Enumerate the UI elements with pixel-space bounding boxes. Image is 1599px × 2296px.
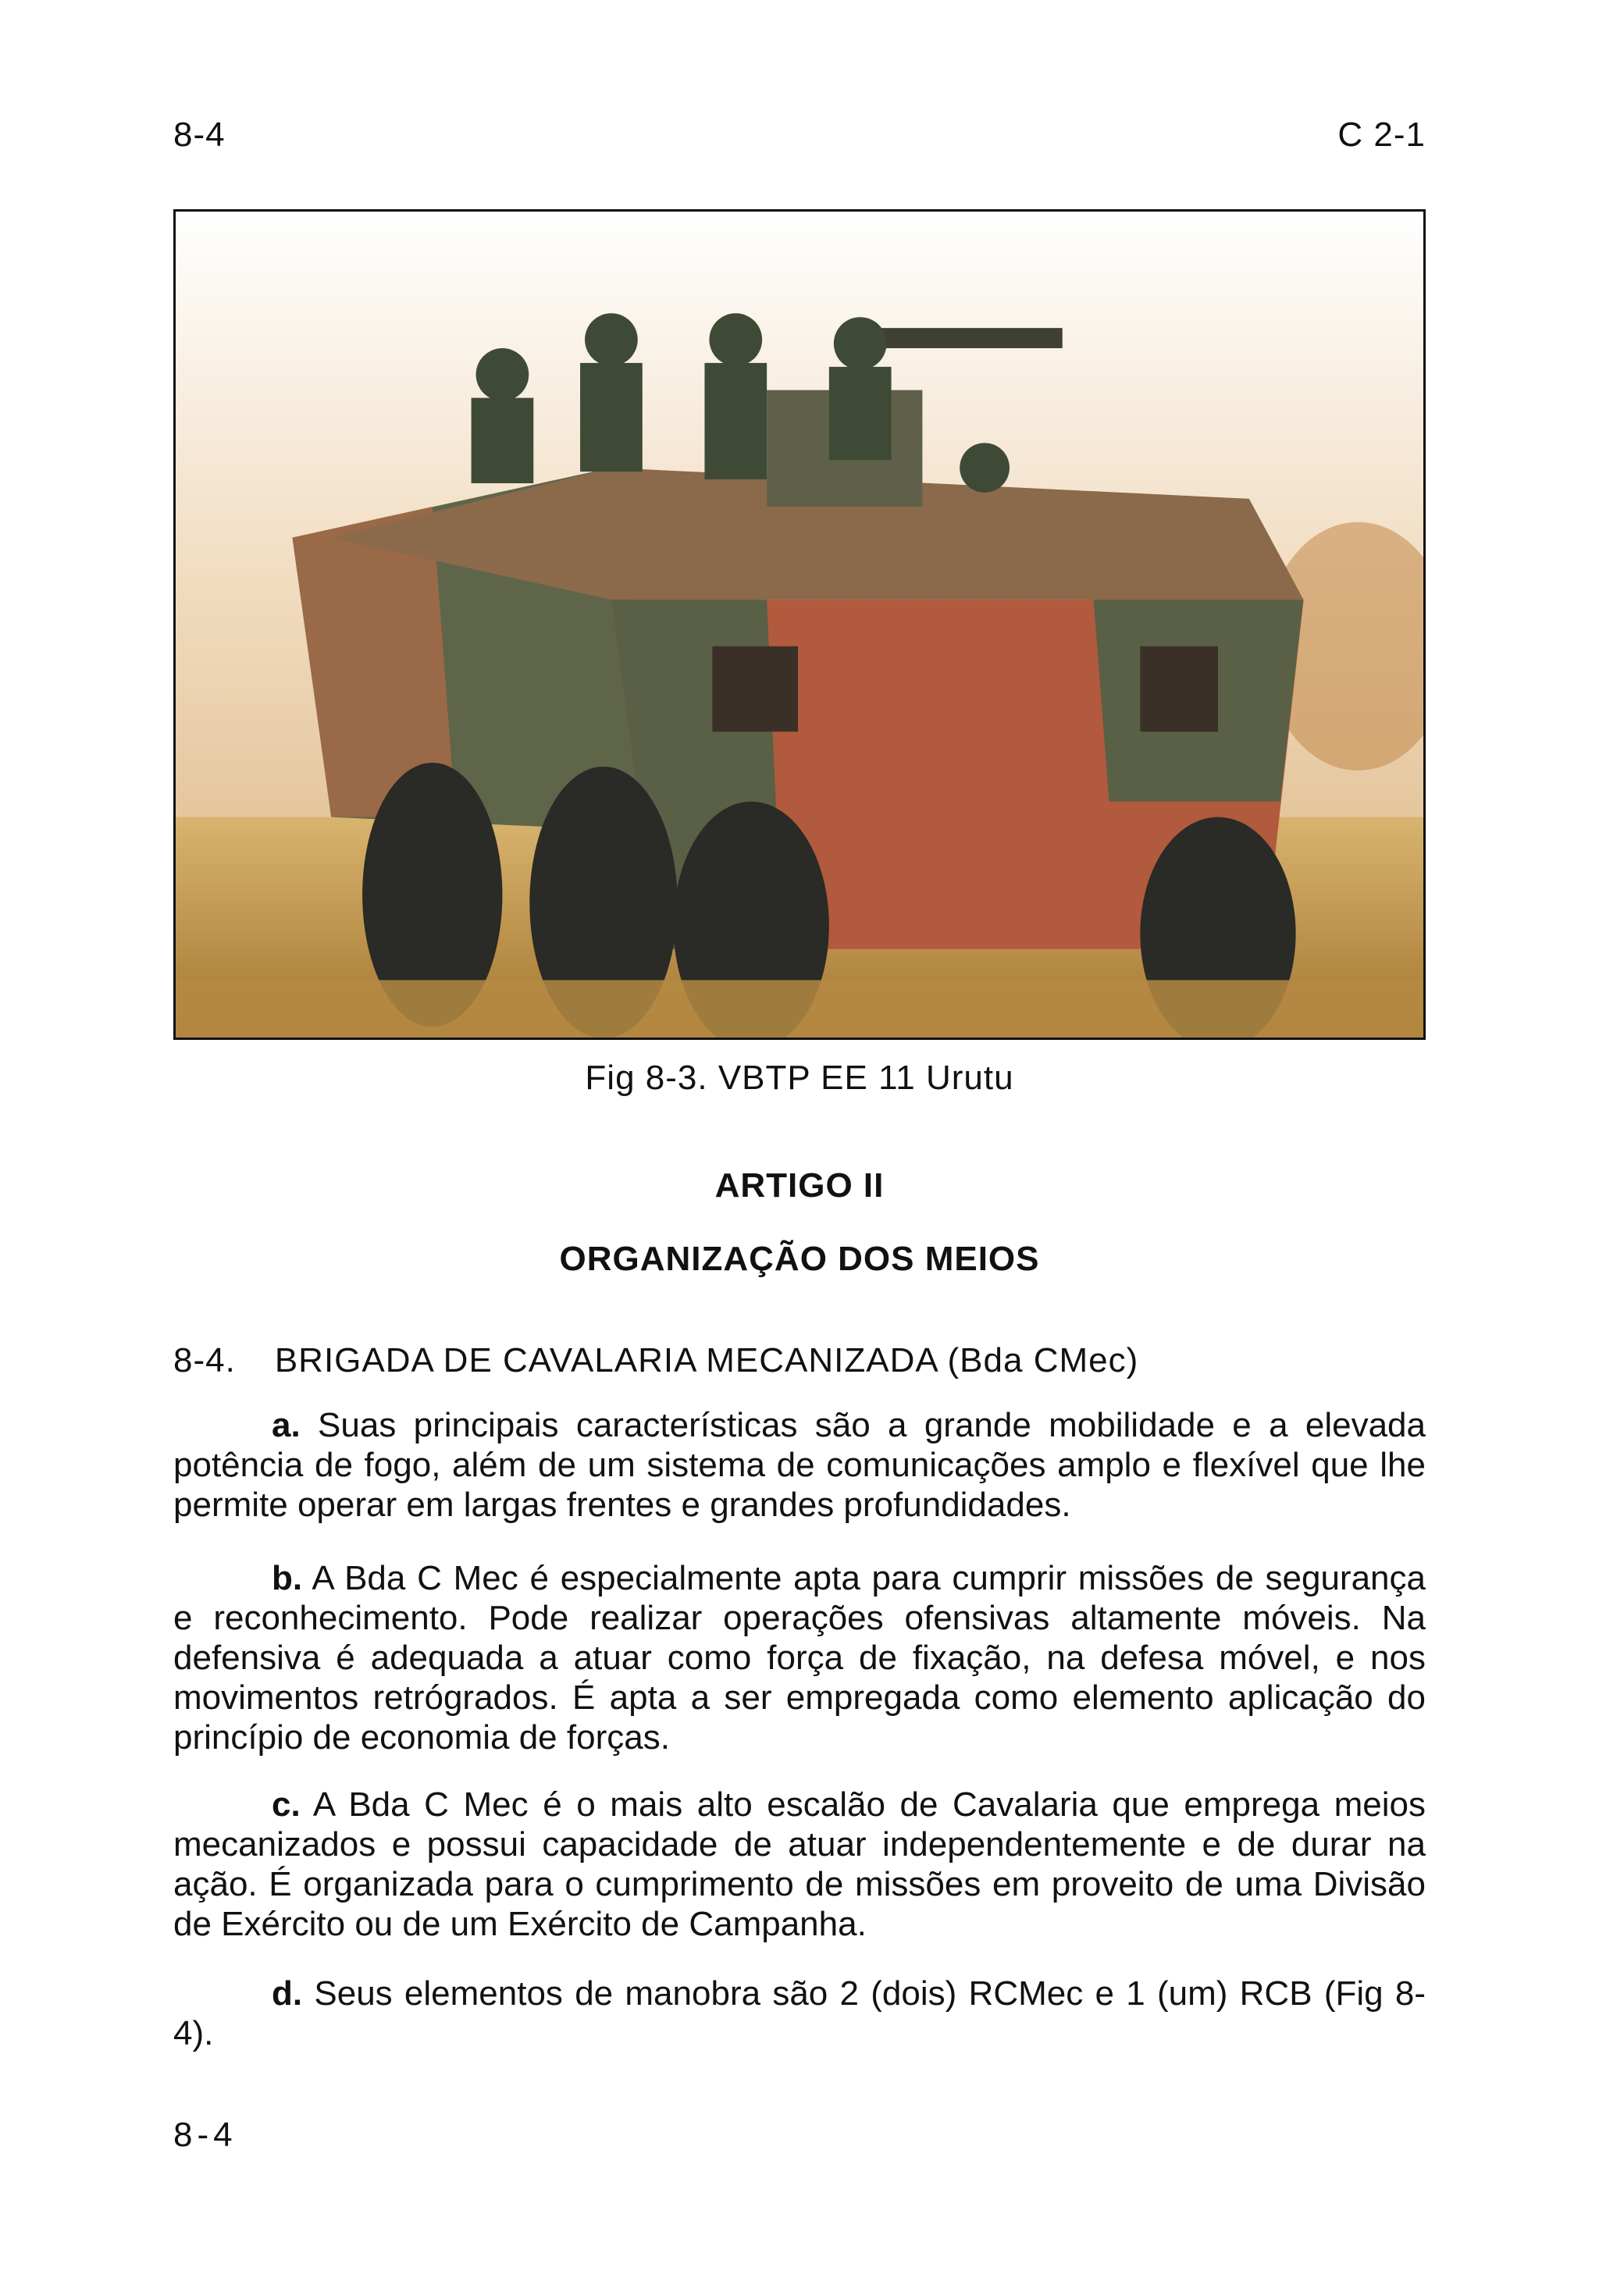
paragraph-label: b. — [272, 1559, 303, 1597]
article-title: ORGANIZAÇÃO DOS MEIOS — [559, 1240, 1040, 1278]
paragraph-label: c. — [272, 1785, 301, 1824]
section-heading — [173, 1341, 1177, 1380]
paragraph-text: Seus elementos de manobra são 2 (dois) RCMec e 1 (um) RCB (Fig 8-4). — [173, 1974, 1426, 2052]
paragraph-text: A Bda C Mec é o mais alto escalão de Cavalaria que emprega meios mecanizados e possui capacidade de atuar independentemente e de durar na ação. É organizada para o cumprimento de missões em proveito de uma Divisão de Exército ou de um Exército de Campanha. — [173, 1785, 1426, 1943]
figure-caption: Fig 8-3. VBTP EE 11 Urutu — [585, 1059, 1014, 1097]
paragraph-text: Suas principais características são a grande mobilidade e a elevada potência de fogo, além de um sistema de comunicações amplo e flexível que lhe permite operar em largas frentes e grandes profundidades. — [173, 1406, 1426, 1524]
header-manual-code: C 2-1 — [1337, 116, 1426, 154]
header-page-number: 8-4 — [173, 116, 226, 154]
section-title: BRIGADA DE CAVALARIA MECANIZADA (Bda CMec) — [274, 1341, 1139, 1379]
section-number: 8-4. — [173, 1341, 236, 1379]
paragraph-c — [173, 1785, 1426, 1944]
armored-vehicle-illustration — [176, 212, 1423, 1038]
paragraph-label: d. — [272, 1974, 303, 2013]
figure-photo-urutu — [173, 209, 1426, 1040]
paragraph-a — [173, 1405, 1426, 1525]
paragraph-label: a. — [272, 1406, 301, 1444]
article-number: ARTIGO II — [714, 1166, 885, 1205]
footer-page-number: 8-4 — [173, 2116, 237, 2154]
paragraph-b — [173, 1558, 1426, 1757]
paragraph-d — [173, 1974, 1426, 2053]
paragraph-text: A Bda C Mec é especialmente apta para cumprir missões de segurança e reconhecimento. Pode realizar operações ofensivas altamente móveis. Na defensiva é adequada a atuar como força de fixação, na defesa móvel, e nos movimentos retrógrados. É apta a ser empregada como elemento aplicação do princípio de economia de forças. — [173, 1559, 1426, 1757]
